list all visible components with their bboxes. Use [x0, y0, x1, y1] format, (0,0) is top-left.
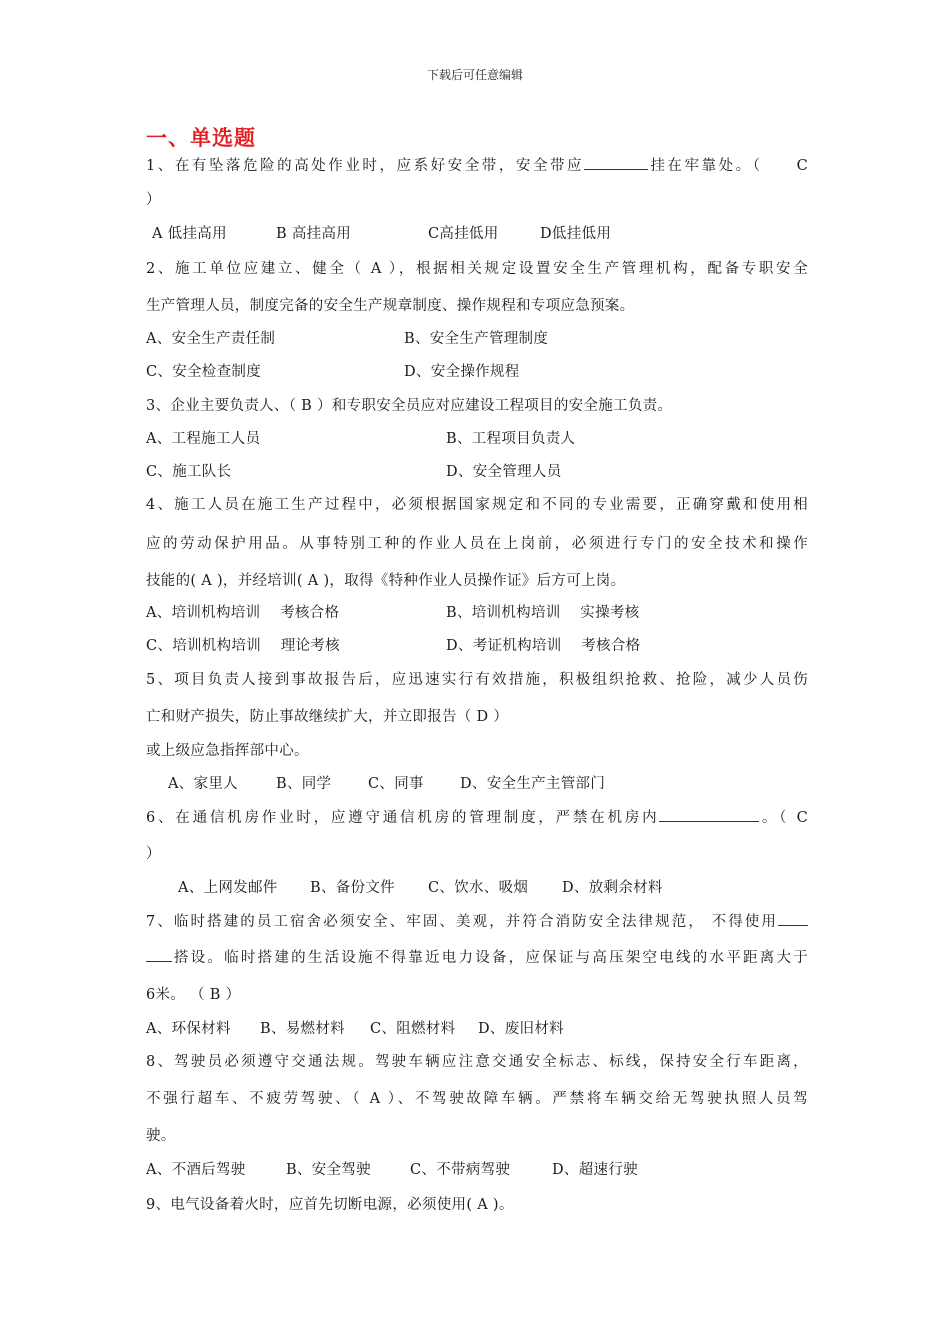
question-7-option-b: B、易燃材料 — [260, 1021, 345, 1037]
question-8-option-c: C、不带病驾驶 — [410, 1162, 511, 1178]
question-8-line-2: 不强行超车、不疲劳驾驶、（ A ）、不驾驶故障车辆。严禁将车辆交给无驾驶执照人员驾 — [146, 1091, 808, 1107]
question-7-option-d: D、废旧材料 — [478, 1021, 564, 1037]
question-4-line-3: 技能的( A )，并经培训( A )，取得《特种作业人员操作证》后方可上岗。 — [146, 573, 626, 589]
question-6-option-a: A、上网发邮件 — [178, 880, 278, 896]
question-5-option-c: C、同事 — [368, 776, 424, 792]
question-5-line-3: 或上级应急指挥部中心。 — [146, 743, 309, 759]
question-2-line-1: 2、施工单位应建立、健全（ A ），根据相关规定设置安全生产管理机构，配备专职安全 — [146, 261, 808, 277]
question-4-line-2: 应的劳动保护用品。从事特别工种的作业人员在上岗前，必须进行专门的安全技术和操作 — [146, 536, 808, 552]
question-6-option-b: B、备份文件 — [310, 880, 395, 896]
question-5-option-d: D、安全生产主管部门 — [460, 776, 606, 792]
question-8-line-1: 8、驾驶员必须遵守交通法规。驾驶车辆应注意交通安全标志、标线，保持安全行车距离， — [146, 1054, 808, 1070]
question-4-option-b: B、培训机构培训 实操考核 — [446, 605, 640, 621]
question-1-text-b: 挂在牢靠处。（ C — [648, 158, 809, 174]
question-5-line-2: 亡和财产损失，防止事故继续扩大，并立即报告（ D ） — [146, 709, 509, 725]
question-3-option-a: A、工程施工人员 — [146, 431, 261, 447]
question-6-line-2: ） — [146, 846, 161, 862]
question-1-option-a: A 低挂高用 — [152, 226, 227, 242]
question-8-option-a: A、不酒后驾驶 — [146, 1162, 246, 1178]
question-7-text-b: 搭设。临时搭建的生活设施不得靠近电力设备，应保证与高压架空电线的水平距离大于 — [172, 950, 808, 966]
question-4-option-d: D、考证机构培训 考核合格 — [446, 638, 641, 654]
question-7-text-a: 7、临时搭建的员工宿舍必须安全、牢固、美观，并符合消防安全法律规范， 不得使用 — [146, 914, 778, 930]
section-title: 一、单选题 — [146, 126, 256, 150]
question-3-option-b: B、工程项目负责人 — [446, 431, 576, 447]
question-6-blank — [659, 807, 759, 822]
question-4-option-c: C、培训机构培训 理论考核 — [146, 638, 340, 654]
question-4-line-1: 4、施工人员在施工生产过程中，必须根据国家规定和不同的专业需要，正确穿戴和使用相 — [146, 497, 808, 513]
question-1-blank — [584, 155, 648, 170]
question-7-blank-a — [778, 911, 808, 926]
question-5-option-a: A、家里人 — [168, 776, 238, 792]
question-7-line-2 — [146, 946, 808, 967]
question-6-text-a: 6、在通信机房作业时，应遵守通信机房的管理制度，严禁在机房内 — [146, 810, 660, 826]
question-8-line-3: 驶。 — [146, 1128, 176, 1144]
question-1-text-a: 1、在有坠落危险的高处作业时，应系好安全带，安全带应 — [146, 158, 585, 174]
question-3-line-1: 3、企业主要负责人、（ B ）和专职安全员应对应建设工程项目的安全施工负责。 — [146, 398, 673, 414]
question-1-line-1 — [146, 154, 808, 175]
question-1-option-c: C高挂低用 — [428, 226, 499, 242]
question-5-line-1: 5、项目负责人接到事故报告后，应迅速实行有效措施，积极组织抢救、抢险，减少人员伤 — [146, 672, 808, 688]
question-2-line-2: 生产管理人员，制度完备的安全生产规章制度、操作规程和专项应急预案。 — [146, 298, 635, 314]
question-1-option-d: D低挂低用 — [540, 226, 612, 242]
question-2-option-c: C、安全检查制度 — [146, 364, 261, 380]
question-7-line-3: 6米。 （ B ） — [146, 987, 241, 1003]
question-2-option-d: D、安全操作规程 — [404, 364, 520, 380]
question-6-option-d: D、放剩余材料 — [562, 880, 663, 896]
question-3-option-c: C、施工队长 — [146, 464, 232, 480]
question-1-line-2: ） — [146, 192, 161, 208]
question-2-option-a: A、安全生产责任制 — [146, 331, 276, 347]
question-2-option-b: B、安全生产管理制度 — [404, 331, 549, 347]
question-4-option-a: A、培训机构培训 考核合格 — [146, 605, 340, 621]
question-7-line-1 — [146, 910, 808, 931]
question-1-option-b: B 高挂高用 — [276, 226, 352, 242]
question-7-option-a: A、环保材料 — [146, 1021, 231, 1037]
page-header: 下载后可任意编辑 — [426, 68, 523, 82]
question-5-option-b: B、同学 — [276, 776, 332, 792]
question-9-line-1: 9、电气设备着火时，应首先切断电源，必须使用( A )。 — [146, 1197, 514, 1213]
question-7-blank-b — [146, 947, 172, 962]
question-7-option-c: C、阻燃材料 — [370, 1021, 456, 1037]
question-8-option-b: B、安全驾驶 — [286, 1162, 371, 1178]
question-3-option-d: D、安全管理人员 — [446, 464, 562, 480]
question-8-option-d: D、超速行驶 — [552, 1162, 638, 1178]
question-6-text-b: 。（ C — [759, 810, 808, 826]
question-6-line-1 — [146, 806, 808, 827]
question-6-option-c: C、饮水、吸烟 — [428, 880, 529, 896]
